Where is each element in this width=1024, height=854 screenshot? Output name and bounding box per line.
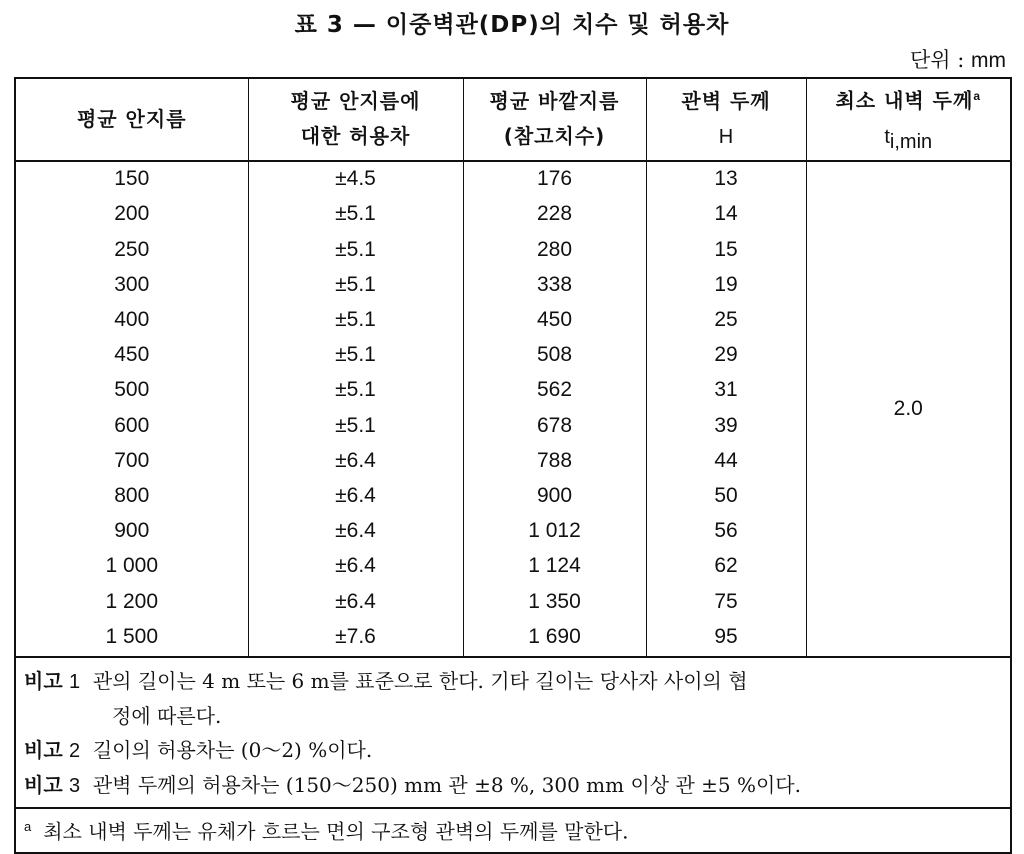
footnote-text: 최소 내벽 두께는 유체가 흐르는 면의 구조형 관벽의 두께를 말한다.: [43, 819, 629, 844]
table-cell: 62: [646, 549, 806, 584]
table-cell: 1 690: [463, 619, 646, 657]
table-cell: ±5.1: [248, 232, 463, 267]
table-cell: ±5.1: [248, 197, 463, 232]
table-cell: 900: [463, 478, 646, 513]
table-cell: 50: [646, 478, 806, 513]
header-min-inner-wall-thickness: 최소 내벽 두께$^a$ $t_{i,min}$: [806, 78, 1011, 161]
table-cell: 1 200: [15, 584, 248, 619]
note-1: 비고 1 관의 길이는 4 m 또는 6 m를 표준으로 한다. 기타 길이는 당사자 사이의 협 정에 따른다.: [24, 669, 748, 729]
table-cell: 500: [15, 373, 248, 408]
header-inner-diameter-tolerance: 평균 안지름에 대한 허용차: [248, 78, 463, 161]
notes-cell: [15, 657, 1011, 808]
table-cell: ±6.4: [248, 478, 463, 513]
table-cell: ±7.6: [248, 619, 463, 657]
table-cell: ±6.4: [248, 549, 463, 584]
table-row: [15, 161, 1011, 197]
table-cell: 176: [463, 161, 646, 197]
note-2: 비고 2 길이의 허용차는 (0～2) %이다.: [24, 738, 373, 763]
table-cell: 508: [463, 338, 646, 373]
table-cell: 39: [646, 408, 806, 443]
table-cell: 44: [646, 443, 806, 478]
min-inner-wall-value: 2.0: [806, 161, 1011, 658]
table-cell: 450: [15, 338, 248, 373]
note-3: 비고 3 관벽 두께의 허용차는 (150～250) mm 관 ±8 %, 300 mm 이상 관 ±5 %이다.: [24, 773, 801, 798]
table-cell: 1 350: [463, 584, 646, 619]
table-cell: 29: [646, 338, 806, 373]
table-cell: 788: [463, 443, 646, 478]
table-body: [15, 161, 1011, 658]
header-mean-inner-diameter: 평균 안지름: [15, 78, 248, 161]
header-wall-thickness: 관벽 두께 H: [646, 78, 806, 161]
table-cell: 800: [15, 478, 248, 513]
footnote-row: [15, 808, 1011, 853]
table-cell: 14: [646, 197, 806, 232]
table-cell: 700: [15, 443, 248, 478]
table-cell: 678: [463, 408, 646, 443]
table-cell: 1 500: [15, 619, 248, 657]
table-cell: 31: [646, 373, 806, 408]
unit-label: 단위 : mm: [910, 48, 1006, 72]
table-cell: 1 000: [15, 549, 248, 584]
table-cell: 150: [15, 161, 248, 197]
table-cell: ±4.5: [248, 161, 463, 197]
table-cell: 600: [15, 408, 248, 443]
header-row: [15, 78, 1011, 161]
table-cell: 450: [463, 302, 646, 337]
table-cell: 900: [15, 514, 248, 549]
table-cell: 15: [646, 232, 806, 267]
table-cell: 400: [15, 302, 248, 337]
table-cell: 95: [646, 619, 806, 657]
dimension-table: [14, 77, 1012, 854]
table-cell: ±6.4: [248, 443, 463, 478]
table-cell: 228: [463, 197, 646, 232]
table-cell: ±6.4: [248, 584, 463, 619]
table-cell: 1 124: [463, 549, 646, 584]
table-cell: ±5.1: [248, 338, 463, 373]
table-cell: 25: [646, 302, 806, 337]
table-cell: 75: [646, 584, 806, 619]
table-cell: 338: [463, 267, 646, 302]
table-cell: 13: [646, 161, 806, 197]
notes-row: [15, 657, 1011, 808]
table-cell: ±5.1: [248, 408, 463, 443]
table-cell: ±5.1: [248, 373, 463, 408]
footnote-mark: a: [24, 819, 32, 835]
unit-value: mm: [971, 49, 1006, 72]
table-cell: 562: [463, 373, 646, 408]
table-cell: 300: [15, 267, 248, 302]
footnote-cell: [15, 808, 1011, 853]
table-cell: ±5.1: [248, 267, 463, 302]
table-cell: 280: [463, 232, 646, 267]
table-cell: 250: [15, 232, 248, 267]
table-cell: 19: [646, 267, 806, 302]
table-cell: 56: [646, 514, 806, 549]
table-cell: 200: [15, 197, 248, 232]
header-mean-outer-diameter: 평균 바깥지름 (참고치수): [463, 78, 646, 161]
table-cell: 1 012: [463, 514, 646, 549]
table-title: 표 3 — 이중벽관(DP)의 치수 및 허용차: [294, 12, 730, 38]
table-cell: ±5.1: [248, 302, 463, 337]
table-cell: ±6.4: [248, 514, 463, 549]
